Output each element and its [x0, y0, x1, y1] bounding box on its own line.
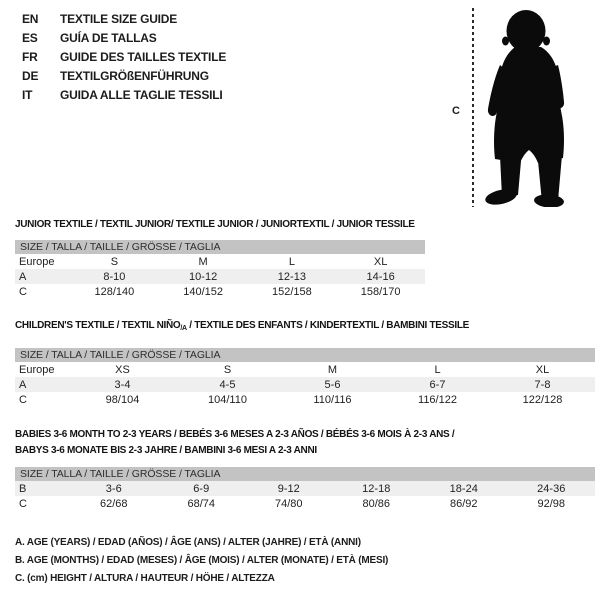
- size-table: [15, 348, 595, 407]
- section-title: [15, 217, 595, 232]
- table-cell: 3-6: [105, 482, 122, 495]
- size-header-row: [15, 240, 425, 254]
- table-row: [15, 284, 425, 299]
- size-header-cell: SIZE / TALLA / TAILLE / GRÖSSE / TAGLIA: [15, 467, 595, 481]
- table-row: [15, 377, 595, 392]
- section-title-line: [15, 318, 595, 336]
- row-label: Europe: [19, 255, 55, 268]
- size-table-body: [15, 481, 595, 511]
- language-row: [22, 86, 226, 105]
- table-row: [15, 362, 595, 377]
- table-cell: 10-12: [189, 270, 218, 283]
- section-title: [15, 427, 595, 459]
- row-label: Europe: [19, 363, 55, 376]
- section-title-line: [15, 427, 595, 443]
- language-title: TEXTILGRÖßENFÜHRUNG: [60, 69, 209, 83]
- language-code: IT: [22, 88, 33, 102]
- table-cell: 86/92: [449, 497, 478, 510]
- row-label: A: [19, 270, 27, 283]
- table-cell: 12-18: [362, 482, 391, 495]
- size-header-cell: SIZE / TALLA / TAILLE / GRÖSSE / TAGLIA: [15, 240, 425, 254]
- size-table: [15, 240, 425, 299]
- table-cell: M: [327, 363, 338, 376]
- section-title-text: BABYS 3-6 MONATE BIS 2-3 JAHRE / BAMBINI 3-6 MESI A 2-3 ANNI: [15, 445, 317, 456]
- table-cell: L: [434, 363, 441, 376]
- table-row: [15, 392, 595, 407]
- section-title-text: BABIES 3-6 MONTH TO 2-3 YEARS / BEBÉS 3-6 MESES A 2-3 AÑOS / BÉBÉS 3-6 MOIS À 2-3 ANS /: [15, 429, 455, 440]
- size-header-row: [15, 348, 595, 362]
- table-cell: 98/104: [105, 393, 140, 406]
- row-label: C: [19, 393, 27, 406]
- section-title: [15, 318, 595, 336]
- size-header-cell: SIZE / TALLA / TAILLE / GRÖSSE / TAGLIA: [15, 348, 595, 362]
- table-row: [15, 496, 595, 511]
- table-cell: L: [288, 255, 295, 268]
- language-code: FR: [22, 50, 38, 64]
- baby-silhouette-shape: [484, 10, 565, 207]
- section-title-text: CHILDREN'S TEXTILE / TEXTIL NIÑO: [15, 320, 181, 331]
- language-row: [22, 29, 226, 48]
- size-section: [15, 427, 595, 511]
- language-code: DE: [22, 69, 39, 83]
- size-table-body: [15, 254, 425, 299]
- table-cell: 6-7: [429, 378, 446, 391]
- language-code: ES: [22, 31, 38, 45]
- size-table-head: [15, 467, 595, 481]
- legend-note: A. AGE (YEARS) / EDAD (AÑOS) / ÂGE (ANS) / ALTER (JAHRE) / ETÀ (ANNI): [15, 537, 361, 548]
- table-cell: 24-36: [537, 482, 566, 495]
- size-table: [15, 467, 595, 511]
- table-cell: S: [223, 363, 232, 376]
- table-cell: 152/158: [271, 285, 312, 298]
- table-cell: 68/74: [187, 497, 216, 510]
- table-cell: 9-12: [277, 482, 300, 495]
- language-title: GUÍA DE TALLAS: [60, 31, 157, 45]
- table-cell: 92/98: [537, 497, 566, 510]
- language-row: [22, 48, 226, 67]
- size-section: [15, 217, 595, 299]
- table-cell: 6-9: [193, 482, 210, 495]
- baby-silhouette-image: [483, 9, 568, 207]
- table-cell: S: [110, 255, 119, 268]
- row-label: B: [19, 482, 27, 495]
- table-cell: 7-8: [534, 378, 551, 391]
- table-cell: XL: [373, 255, 388, 268]
- table-cell: 122/128: [522, 393, 563, 406]
- legend-notes: [15, 534, 388, 588]
- table-cell: 14-16: [366, 270, 395, 283]
- table-cell: 4-5: [219, 378, 236, 391]
- section-title-line: [15, 443, 595, 459]
- table-cell: 116/122: [418, 393, 457, 406]
- table-cell: 8-10: [103, 270, 126, 283]
- table-cell: 80/86: [362, 497, 391, 510]
- size-section: [15, 318, 595, 407]
- language-title: TEXTILE SIZE GUIDE: [60, 12, 178, 26]
- size-table-head: [15, 348, 595, 362]
- section-title-subscript: /A: [180, 325, 187, 332]
- language-row: [22, 10, 226, 29]
- table-cell: 74/80: [274, 497, 303, 510]
- table-cell: 128/140: [94, 285, 135, 298]
- height-measure-label: C: [452, 105, 460, 117]
- language-title: GUIDE DES TAILLES TEXTILE: [60, 50, 227, 64]
- table-cell: 5-6: [324, 378, 341, 391]
- table-row: [15, 481, 595, 496]
- table-cell: M: [198, 255, 208, 268]
- table-cell: 62/68: [99, 497, 128, 510]
- row-label: C: [19, 285, 27, 298]
- language-row: [22, 67, 226, 86]
- height-measure-line: [472, 8, 474, 207]
- table-row: [15, 269, 425, 284]
- row-label: A: [19, 378, 27, 391]
- language-header: [22, 10, 226, 105]
- legend-note: B. AGE (MONTHS) / EDAD (MESES) / ÂGE (MOIS) / ALTER (MONATE) / ETÀ (MESI): [15, 555, 389, 566]
- section-title-text: / TEXTILE DES ENFANTS / KINDERTEXTIL / BAMBINI TESSILE: [186, 320, 470, 331]
- legend-note: C. (cm) HEIGHT / ALTURA / HAUTEUR / HÖHE / ALTEZZA: [15, 573, 275, 584]
- language-code: EN: [22, 12, 39, 26]
- table-cell: 18-24: [449, 482, 478, 495]
- table-cell: XL: [535, 363, 550, 376]
- size-table-head: [15, 240, 425, 254]
- language-title: GUIDA ALLE TAGLIE TESSILI: [60, 88, 223, 102]
- section-title-text: JUNIOR TEXTILE / TEXTIL JUNIOR/ TEXTILE JUNIOR / JUNIORTEXTIL / JUNIOR TESSILE: [15, 219, 415, 230]
- table-cell: 104/110: [208, 393, 247, 406]
- section-title-line: [15, 217, 595, 232]
- size-table-body: [15, 362, 595, 407]
- size-tables: [15, 217, 595, 511]
- table-cell: 140/152: [183, 285, 223, 298]
- table-cell: 110/116: [313, 393, 352, 406]
- row-label: C: [19, 497, 27, 510]
- table-cell: 158/170: [360, 285, 401, 298]
- table-cell: 12-13: [277, 270, 306, 283]
- table-row: [15, 254, 425, 269]
- table-cell: XS: [115, 363, 130, 376]
- table-cell: 3-4: [114, 378, 131, 391]
- size-header-row: [15, 467, 595, 481]
